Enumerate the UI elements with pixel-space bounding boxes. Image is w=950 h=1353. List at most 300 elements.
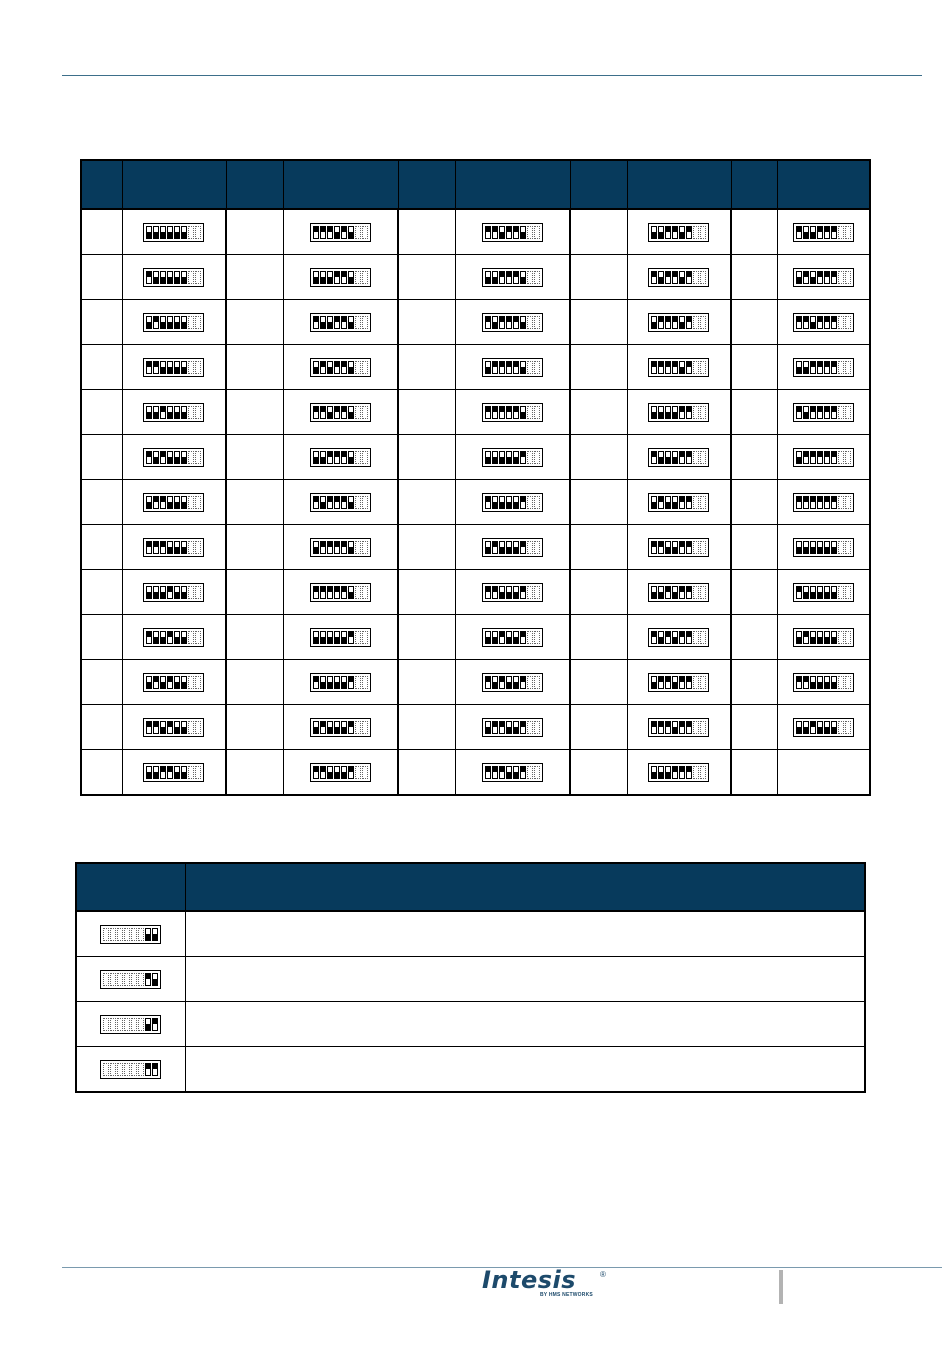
dip-position bbox=[341, 316, 347, 329]
dip-position bbox=[665, 586, 671, 599]
dip-position bbox=[499, 496, 505, 509]
dip-position bbox=[188, 271, 194, 284]
dip-position bbox=[831, 316, 837, 329]
switch-cell bbox=[283, 345, 398, 390]
dip-position bbox=[188, 496, 194, 509]
dip-position bbox=[195, 226, 201, 239]
table-row bbox=[81, 435, 870, 480]
dip-position bbox=[167, 361, 173, 374]
dip-position bbox=[160, 766, 166, 779]
dip-position bbox=[520, 496, 526, 509]
dip-position bbox=[513, 586, 519, 599]
dip-position bbox=[195, 451, 201, 464]
dip-position bbox=[831, 586, 837, 599]
dip-position bbox=[320, 406, 326, 419]
dip-switch-icon bbox=[648, 493, 709, 512]
dip-position bbox=[693, 631, 699, 644]
dip-position bbox=[362, 271, 368, 284]
dip-position bbox=[160, 496, 166, 509]
address-cell bbox=[226, 209, 283, 255]
dip-position bbox=[355, 451, 361, 464]
dip-position bbox=[348, 766, 354, 779]
dip-position bbox=[499, 316, 505, 329]
address-cell bbox=[570, 615, 627, 660]
dip-position bbox=[693, 451, 699, 464]
dip-position bbox=[817, 271, 823, 284]
dip-position bbox=[153, 271, 159, 284]
dip-position bbox=[181, 406, 187, 419]
dip-position bbox=[700, 316, 706, 329]
dip-position bbox=[124, 973, 130, 986]
dip-position bbox=[110, 1063, 116, 1076]
dip-position bbox=[313, 586, 319, 599]
switch-cell bbox=[777, 705, 870, 750]
switch-cell bbox=[283, 570, 398, 615]
dip-switch-icon bbox=[793, 403, 854, 422]
dip-switch-icon bbox=[482, 628, 543, 647]
switch-cell bbox=[455, 480, 570, 525]
dip-position bbox=[665, 361, 671, 374]
dip-switch-icon bbox=[310, 403, 371, 422]
dip-position bbox=[327, 271, 333, 284]
dip-position bbox=[485, 766, 491, 779]
switch-cell bbox=[455, 660, 570, 705]
dip-position bbox=[334, 496, 340, 509]
dip-position bbox=[527, 316, 533, 329]
dip-switch-icon bbox=[100, 925, 161, 944]
dip-position bbox=[313, 541, 319, 554]
dip-position bbox=[651, 586, 657, 599]
dip-position bbox=[327, 766, 333, 779]
header-cell bbox=[81, 160, 122, 209]
dip-position bbox=[527, 361, 533, 374]
dip-switch-icon bbox=[482, 358, 543, 377]
dip-position bbox=[110, 1018, 116, 1031]
dip-position bbox=[348, 406, 354, 419]
dip-position bbox=[341, 406, 347, 419]
switch-cell bbox=[627, 660, 731, 705]
dip-position bbox=[167, 406, 173, 419]
dip-position bbox=[195, 766, 201, 779]
dip-position bbox=[362, 766, 368, 779]
dip-switch-icon bbox=[793, 718, 854, 737]
dip-position bbox=[810, 361, 816, 374]
dip-position bbox=[313, 316, 319, 329]
dip-position bbox=[810, 316, 816, 329]
dip-switch-icon bbox=[482, 313, 543, 332]
dip-position bbox=[665, 406, 671, 419]
dip-position bbox=[672, 631, 678, 644]
dip-position bbox=[355, 631, 361, 644]
dip-position bbox=[334, 226, 340, 239]
dip-position bbox=[831, 451, 837, 464]
dip-position bbox=[686, 766, 692, 779]
switch-cell bbox=[76, 957, 185, 1002]
dip-position bbox=[513, 226, 519, 239]
dip-position bbox=[492, 586, 498, 599]
dip-switch-icon bbox=[648, 223, 709, 242]
dip-position bbox=[817, 406, 823, 419]
dip-position bbox=[110, 928, 116, 941]
dip-position bbox=[838, 721, 844, 734]
dip-position bbox=[686, 406, 692, 419]
switch-cell bbox=[777, 615, 870, 660]
switch-cell bbox=[283, 525, 398, 570]
switch-cell bbox=[122, 750, 226, 796]
dip-position bbox=[534, 721, 540, 734]
dip-position bbox=[334, 541, 340, 554]
switch-cell bbox=[455, 300, 570, 345]
dip-position bbox=[686, 316, 692, 329]
dip-position bbox=[334, 631, 340, 644]
dip-position bbox=[341, 676, 347, 689]
dip-position bbox=[817, 541, 823, 554]
dip-switch-icon bbox=[143, 718, 204, 737]
dip-position bbox=[672, 361, 678, 374]
dip-position bbox=[492, 361, 498, 374]
dip-position bbox=[803, 451, 809, 464]
dip-position bbox=[838, 226, 844, 239]
dip-position bbox=[658, 586, 664, 599]
dip-position bbox=[153, 451, 159, 464]
dip-switch-icon bbox=[793, 628, 854, 647]
dip-position bbox=[810, 541, 816, 554]
switch-cell bbox=[122, 480, 226, 525]
dip-switch-icon bbox=[648, 403, 709, 422]
dip-position bbox=[506, 586, 512, 599]
dip-position bbox=[167, 721, 173, 734]
dip-position bbox=[485, 361, 491, 374]
dip-position bbox=[845, 631, 851, 644]
dip-position bbox=[327, 676, 333, 689]
switch-cell bbox=[455, 255, 570, 300]
dip-position bbox=[195, 586, 201, 599]
switch-cell bbox=[283, 705, 398, 750]
dip-position bbox=[174, 361, 180, 374]
dip-position bbox=[845, 406, 851, 419]
dip-switch-icon bbox=[482, 448, 543, 467]
dip-position bbox=[181, 631, 187, 644]
dip-position bbox=[803, 541, 809, 554]
dip-position bbox=[506, 496, 512, 509]
dip-position bbox=[362, 676, 368, 689]
dip-position bbox=[693, 271, 699, 284]
dip-position bbox=[838, 496, 844, 509]
dip-position bbox=[527, 226, 533, 239]
dip-position bbox=[195, 676, 201, 689]
dip-position bbox=[362, 316, 368, 329]
dip-switch-icon bbox=[310, 358, 371, 377]
dip-position bbox=[527, 496, 533, 509]
dip-position bbox=[492, 451, 498, 464]
address-cell bbox=[731, 255, 777, 300]
dip-position bbox=[845, 496, 851, 509]
dip-position bbox=[513, 451, 519, 464]
dip-position bbox=[174, 451, 180, 464]
dip-switch-icon bbox=[648, 583, 709, 602]
dip-position bbox=[513, 676, 519, 689]
dip-position bbox=[485, 316, 491, 329]
switch-cell bbox=[122, 390, 226, 435]
dip-switch-icon bbox=[648, 718, 709, 737]
dip-position bbox=[341, 361, 347, 374]
dip-position bbox=[181, 496, 187, 509]
dip-position bbox=[534, 586, 540, 599]
dip-position bbox=[534, 361, 540, 374]
dip-position bbox=[817, 676, 823, 689]
dip-position bbox=[831, 676, 837, 689]
dip-position bbox=[838, 451, 844, 464]
address-cell bbox=[570, 570, 627, 615]
dip-position bbox=[651, 451, 657, 464]
table-row bbox=[81, 525, 870, 570]
address-cell bbox=[570, 435, 627, 480]
dip-position bbox=[146, 541, 152, 554]
dip-position bbox=[831, 721, 837, 734]
dip-switch-icon bbox=[143, 628, 204, 647]
address-cell bbox=[398, 345, 455, 390]
dip-position bbox=[492, 406, 498, 419]
dip-position bbox=[124, 928, 130, 941]
dip-position bbox=[492, 271, 498, 284]
dip-position bbox=[534, 451, 540, 464]
dip-position bbox=[492, 631, 498, 644]
dip-position bbox=[824, 586, 830, 599]
logo-subtitle: BY HMS NETWORKS bbox=[540, 1292, 593, 1298]
dip-position bbox=[334, 271, 340, 284]
address-cell bbox=[81, 255, 122, 300]
address-cell bbox=[570, 255, 627, 300]
dip-position bbox=[362, 496, 368, 509]
dip-position bbox=[313, 451, 319, 464]
dip-position bbox=[131, 973, 137, 986]
switch-cell bbox=[122, 525, 226, 570]
address-cell bbox=[570, 345, 627, 390]
address-cell bbox=[226, 480, 283, 525]
dip-position bbox=[160, 451, 166, 464]
dip-position bbox=[506, 226, 512, 239]
dip-position bbox=[796, 361, 802, 374]
dip-position bbox=[327, 586, 333, 599]
dip-position bbox=[355, 541, 361, 554]
dip-position bbox=[146, 226, 152, 239]
header-cell bbox=[76, 863, 185, 911]
dip-position bbox=[181, 541, 187, 554]
dip-position bbox=[803, 721, 809, 734]
dip-position bbox=[679, 721, 685, 734]
dip-position bbox=[341, 226, 347, 239]
table-row bbox=[76, 957, 865, 1002]
dip-position bbox=[327, 721, 333, 734]
dip-position bbox=[810, 586, 816, 599]
header-rule bbox=[62, 75, 922, 76]
dip-switch-icon bbox=[648, 313, 709, 332]
dip-switch-icon bbox=[143, 358, 204, 377]
address-cell bbox=[570, 480, 627, 525]
dip-position bbox=[131, 928, 137, 941]
dip-position bbox=[188, 406, 194, 419]
dip-position bbox=[803, 406, 809, 419]
dip-position bbox=[672, 406, 678, 419]
dip-position bbox=[796, 631, 802, 644]
switch-cell bbox=[122, 300, 226, 345]
dip-position bbox=[693, 766, 699, 779]
dip-position bbox=[824, 721, 830, 734]
table-row bbox=[81, 300, 870, 345]
dip-switch-icon bbox=[793, 448, 854, 467]
address-cell bbox=[398, 209, 455, 255]
dip-position bbox=[499, 721, 505, 734]
dip-position bbox=[679, 406, 685, 419]
address-cell bbox=[398, 300, 455, 345]
dip-position bbox=[492, 541, 498, 554]
dip-position bbox=[153, 316, 159, 329]
dip-switch-icon bbox=[648, 673, 709, 692]
dip-position bbox=[313, 721, 319, 734]
dip-position bbox=[686, 451, 692, 464]
dip-position bbox=[658, 766, 664, 779]
dip-position bbox=[341, 586, 347, 599]
address-cell bbox=[81, 435, 122, 480]
dip-position bbox=[103, 1063, 109, 1076]
dip-position bbox=[700, 496, 706, 509]
dip-position bbox=[679, 361, 685, 374]
dip-position bbox=[824, 361, 830, 374]
address-cell bbox=[81, 209, 122, 255]
dip-position bbox=[348, 361, 354, 374]
dip-position bbox=[693, 586, 699, 599]
dip-position bbox=[188, 226, 194, 239]
switch-cell bbox=[455, 209, 570, 255]
dip-position bbox=[313, 496, 319, 509]
dip-position bbox=[174, 586, 180, 599]
table-row bbox=[81, 209, 870, 255]
dip-position bbox=[103, 928, 109, 941]
switch-cell bbox=[777, 570, 870, 615]
address-cell bbox=[226, 435, 283, 480]
header-cell bbox=[226, 160, 283, 209]
dip-position bbox=[355, 496, 361, 509]
dip-position bbox=[499, 451, 505, 464]
dip-position bbox=[146, 721, 152, 734]
dip-switch-icon bbox=[482, 673, 543, 692]
dip-position bbox=[520, 361, 526, 374]
dip-position bbox=[658, 631, 664, 644]
dip-position bbox=[499, 271, 505, 284]
dip-position bbox=[131, 1063, 137, 1076]
dip-position bbox=[195, 316, 201, 329]
switch-cell bbox=[627, 390, 731, 435]
dip-position bbox=[838, 316, 844, 329]
dip-position bbox=[700, 271, 706, 284]
dip-position bbox=[658, 271, 664, 284]
dip-switch-icon bbox=[793, 673, 854, 692]
dip-position bbox=[152, 928, 158, 941]
dip-position bbox=[831, 271, 837, 284]
dip-position bbox=[679, 631, 685, 644]
dip-position bbox=[693, 676, 699, 689]
dip-position bbox=[665, 721, 671, 734]
description-cell bbox=[185, 911, 865, 957]
dip-switch-icon bbox=[143, 763, 204, 782]
address-cell bbox=[731, 300, 777, 345]
dip-position bbox=[796, 271, 802, 284]
dip-switch-icon bbox=[482, 493, 543, 512]
dip-position bbox=[492, 676, 498, 689]
header-cell bbox=[731, 160, 777, 209]
dip-switch-icon bbox=[482, 583, 543, 602]
switch-cell bbox=[455, 345, 570, 390]
switch-cell bbox=[455, 525, 570, 570]
dip-position bbox=[506, 451, 512, 464]
dip-position bbox=[527, 406, 533, 419]
dip-position bbox=[700, 406, 706, 419]
dip-position bbox=[665, 451, 671, 464]
dip-position bbox=[188, 361, 194, 374]
dip-position bbox=[492, 226, 498, 239]
dip-position bbox=[320, 451, 326, 464]
dip-position bbox=[167, 631, 173, 644]
dip-position bbox=[110, 973, 116, 986]
dip-position bbox=[499, 541, 505, 554]
dip-position bbox=[153, 361, 159, 374]
dip-position bbox=[146, 631, 152, 644]
dip-switch-icon bbox=[310, 538, 371, 557]
dip-position bbox=[686, 226, 692, 239]
dip-switch-icon bbox=[310, 763, 371, 782]
dip-position bbox=[693, 406, 699, 419]
dip-position bbox=[803, 226, 809, 239]
dip-position bbox=[362, 406, 368, 419]
dip-position bbox=[506, 676, 512, 689]
address-cell bbox=[570, 660, 627, 705]
table-row bbox=[76, 1047, 865, 1093]
switch-cell bbox=[283, 255, 398, 300]
dip-position bbox=[534, 541, 540, 554]
switch-cell bbox=[122, 345, 226, 390]
description-cell bbox=[185, 1047, 865, 1093]
dip-position bbox=[686, 631, 692, 644]
address-cell bbox=[731, 209, 777, 255]
dip-switch-icon bbox=[482, 403, 543, 422]
dip-position bbox=[167, 541, 173, 554]
dip-position bbox=[160, 541, 166, 554]
switch-cell bbox=[455, 390, 570, 435]
address-cell bbox=[398, 750, 455, 796]
dip-position bbox=[341, 721, 347, 734]
dip-position bbox=[824, 226, 830, 239]
dip-position bbox=[665, 496, 671, 509]
dip-position bbox=[534, 226, 540, 239]
dip-position bbox=[341, 631, 347, 644]
dip-switch-icon bbox=[648, 763, 709, 782]
dip-switch-icon bbox=[793, 583, 854, 602]
dip-position bbox=[845, 316, 851, 329]
dip-position bbox=[700, 676, 706, 689]
dip-position bbox=[160, 361, 166, 374]
switch-cell bbox=[777, 300, 870, 345]
address-cell bbox=[81, 300, 122, 345]
dip-position bbox=[824, 676, 830, 689]
dip-position bbox=[313, 766, 319, 779]
dip-position bbox=[845, 226, 851, 239]
dip-switch-icon bbox=[100, 970, 161, 989]
address-cell bbox=[226, 300, 283, 345]
table-row bbox=[81, 615, 870, 660]
switch-cell bbox=[627, 615, 731, 660]
dip-position bbox=[796, 226, 802, 239]
dip-position bbox=[499, 361, 505, 374]
